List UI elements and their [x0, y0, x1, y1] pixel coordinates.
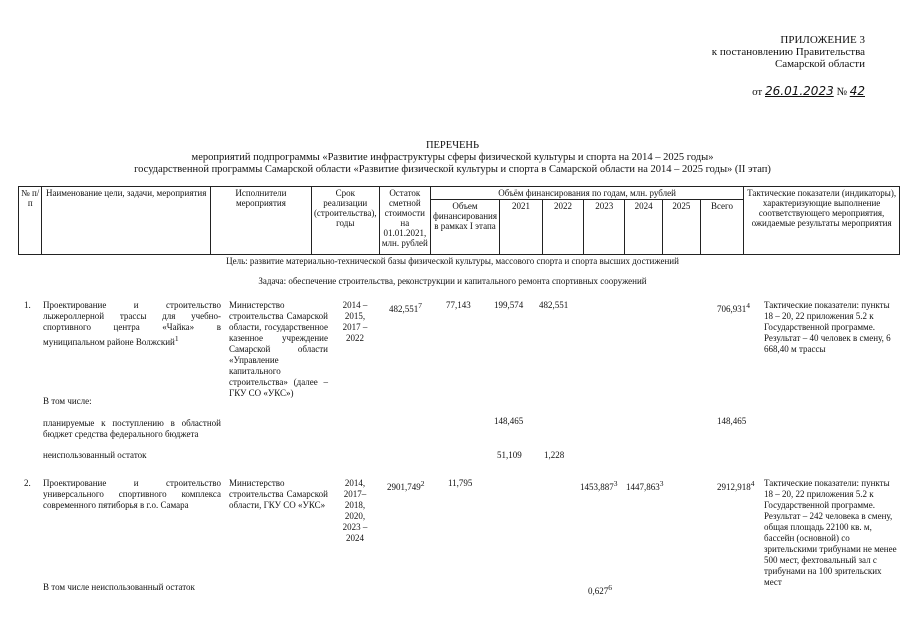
- goal-text: Цель: развитие материально-технической базы физической культуры, массового спорта и спорта высших достижений: [226, 256, 679, 266]
- header-name: Наименование цели, задачи, мероприятия: [42, 187, 210, 255]
- row1-total-value: 706,931: [717, 304, 747, 314]
- row2-2024-sup: 3: [659, 479, 664, 488]
- row1-unused: неиспользованный остаток: [43, 450, 147, 460]
- row2-unused-2023: [588, 582, 612, 597]
- row1-name-text: Проектирование и строительство лыжероллерной трассы для учебно-спортивного центра «Чайка» в муниципальном районе Волжский: [43, 300, 221, 347]
- row2-2023-value: 1453,887: [580, 482, 614, 492]
- appendix-block: [712, 34, 865, 70]
- row1-remain: [389, 300, 422, 315]
- row1-2021: 199,574: [494, 300, 524, 310]
- row1-stage1: 77,143: [446, 300, 471, 310]
- row1-unused-2021: 51,109: [497, 450, 522, 460]
- row2-2023-sup: 3: [613, 479, 618, 488]
- row2-remain-sup: 2: [420, 479, 425, 488]
- row1-incl: В том числе:: [43, 396, 92, 406]
- row1-num: 1.: [24, 300, 31, 310]
- title-line1: ПЕРЕЧЕНЬ: [425, 140, 480, 151]
- header-year-2024: 2024: [625, 200, 663, 255]
- row2-unused: В том числе неиспользованный остаток: [43, 582, 195, 592]
- row1-name-sup: 1: [174, 334, 179, 343]
- decree-date: 26.01.2023: [765, 84, 834, 98]
- row1-total-sup: 4: [746, 301, 750, 310]
- appendix-line1: ПРИЛОЖЕНИЕ 3: [780, 34, 865, 46]
- header-year-2021: 2021: [500, 200, 543, 255]
- row2-unused-2023-sup: 6: [608, 583, 612, 592]
- header-term: Срок реализации (строительства), годы: [311, 187, 379, 255]
- task-text: Задача: обеспечение строительства, реконструкции и капитального ремонта спортивных сооружений: [258, 276, 647, 286]
- row2-total: [717, 478, 755, 493]
- header-total: Всего: [700, 200, 743, 255]
- header-table: [18, 186, 900, 255]
- row2-stage1: 11,795: [448, 478, 473, 488]
- decree-number: 42: [849, 84, 865, 98]
- header-indicators: Тактические показатели (индикаторы), характеризующие выполнение соответствующего мероприятия, ожидаемые результаты мероприятия: [744, 187, 900, 255]
- row2-remain-value: 2901,749: [387, 482, 421, 492]
- row2-executors: Министерство строительства Самарской области, ГКУ СО «УКС»: [229, 478, 328, 510]
- appendix-line2: к постановлению Правительства: [711, 46, 865, 58]
- row1-planned-total: 148,465: [717, 416, 747, 426]
- decree-date-line: [752, 84, 865, 98]
- date-prefix: от: [752, 86, 763, 98]
- row1-term: 2014 – 2015, 2017 – 2022: [342, 300, 368, 343]
- row1-remain-sup: 7: [418, 301, 422, 310]
- row1-executors: Министерство строительства Самарской области, государственное казенное учреждение Самарской области «Управление капитального строительства» (далее – ГКУ СО «УКС»): [229, 300, 328, 398]
- row2-total-value: 2912,918: [717, 482, 751, 492]
- document-title: [0, 140, 905, 176]
- appendix-line3: Самарской области: [774, 58, 865, 70]
- row2-total-sup: 4: [750, 479, 755, 488]
- num-prefix: №: [836, 86, 847, 98]
- row1-2022: 482,551: [539, 300, 569, 310]
- header-year-2025: 2025: [663, 200, 701, 255]
- row1-total: [717, 300, 750, 315]
- row1-unused-2022: 1,228: [544, 450, 565, 460]
- row1-name: [43, 300, 221, 348]
- row1-indicators: Тактические показатели: пункты 18 – 20, 22 приложения 5.2 к Государственной программе. Результат – 40 человек в смену, 6 668,40 м трассы: [764, 300, 891, 354]
- header-stage1: Объем финансирования в рамках I этапа: [431, 200, 500, 255]
- title-line2: мероприятий подпрограммы «Развитие инфраструктуры сферы физической культуры и спорта на 2014 – 2025 годы»: [191, 152, 714, 163]
- title-line3: государственной программы Самарской области «Развитие физической культуры и спорта в Самарской области на 2014 – 2025 годы» (II этап): [134, 164, 771, 175]
- row2-remain: [387, 478, 425, 493]
- row2-unused-2023-value: 0,627: [588, 586, 609, 596]
- header-year-2022: 2022: [542, 200, 583, 255]
- header-executors: Исполнители мероприятия: [210, 187, 311, 255]
- row2-2023: [580, 478, 618, 493]
- row2-2024: [626, 478, 664, 493]
- header-remain: Остаток сметной стоимости на 01.01.2021, млн. рублей: [379, 187, 430, 255]
- row1-remain-value: 482,551: [389, 304, 419, 314]
- row2-term: 2014, 2017– 2018, 2020, 2023 – 2024: [342, 478, 368, 543]
- row2-indicators: Тактические показатели: пункты 18 – 20, 22 приложения 5.2 к Государственной программе. Результат – 242 человека в смену, общая площадь 22100 кв. м, бассейн (основной) со зрительскими трибунами не менее 500 мест, фехтовальный зал с трибунами на 100 зрительских мест: [764, 478, 897, 587]
- header-num: № п/п: [19, 187, 42, 255]
- row2-name: Проектирование и строительство универсального спортивного комплекса современного пятиборья в г.о. Самара: [43, 478, 221, 510]
- row2-2024-value: 1447,863: [626, 482, 660, 492]
- row2-num: 2.: [24, 478, 31, 488]
- header-year-2023: 2023: [584, 200, 625, 255]
- header-funding: Объём финансирования по годам, млн. рублей: [431, 187, 744, 200]
- row1-planned: планируемые к поступлению в областной бюджет средства федерального бюджета: [43, 418, 221, 439]
- row1-planned-2021: 148,465: [494, 416, 524, 426]
